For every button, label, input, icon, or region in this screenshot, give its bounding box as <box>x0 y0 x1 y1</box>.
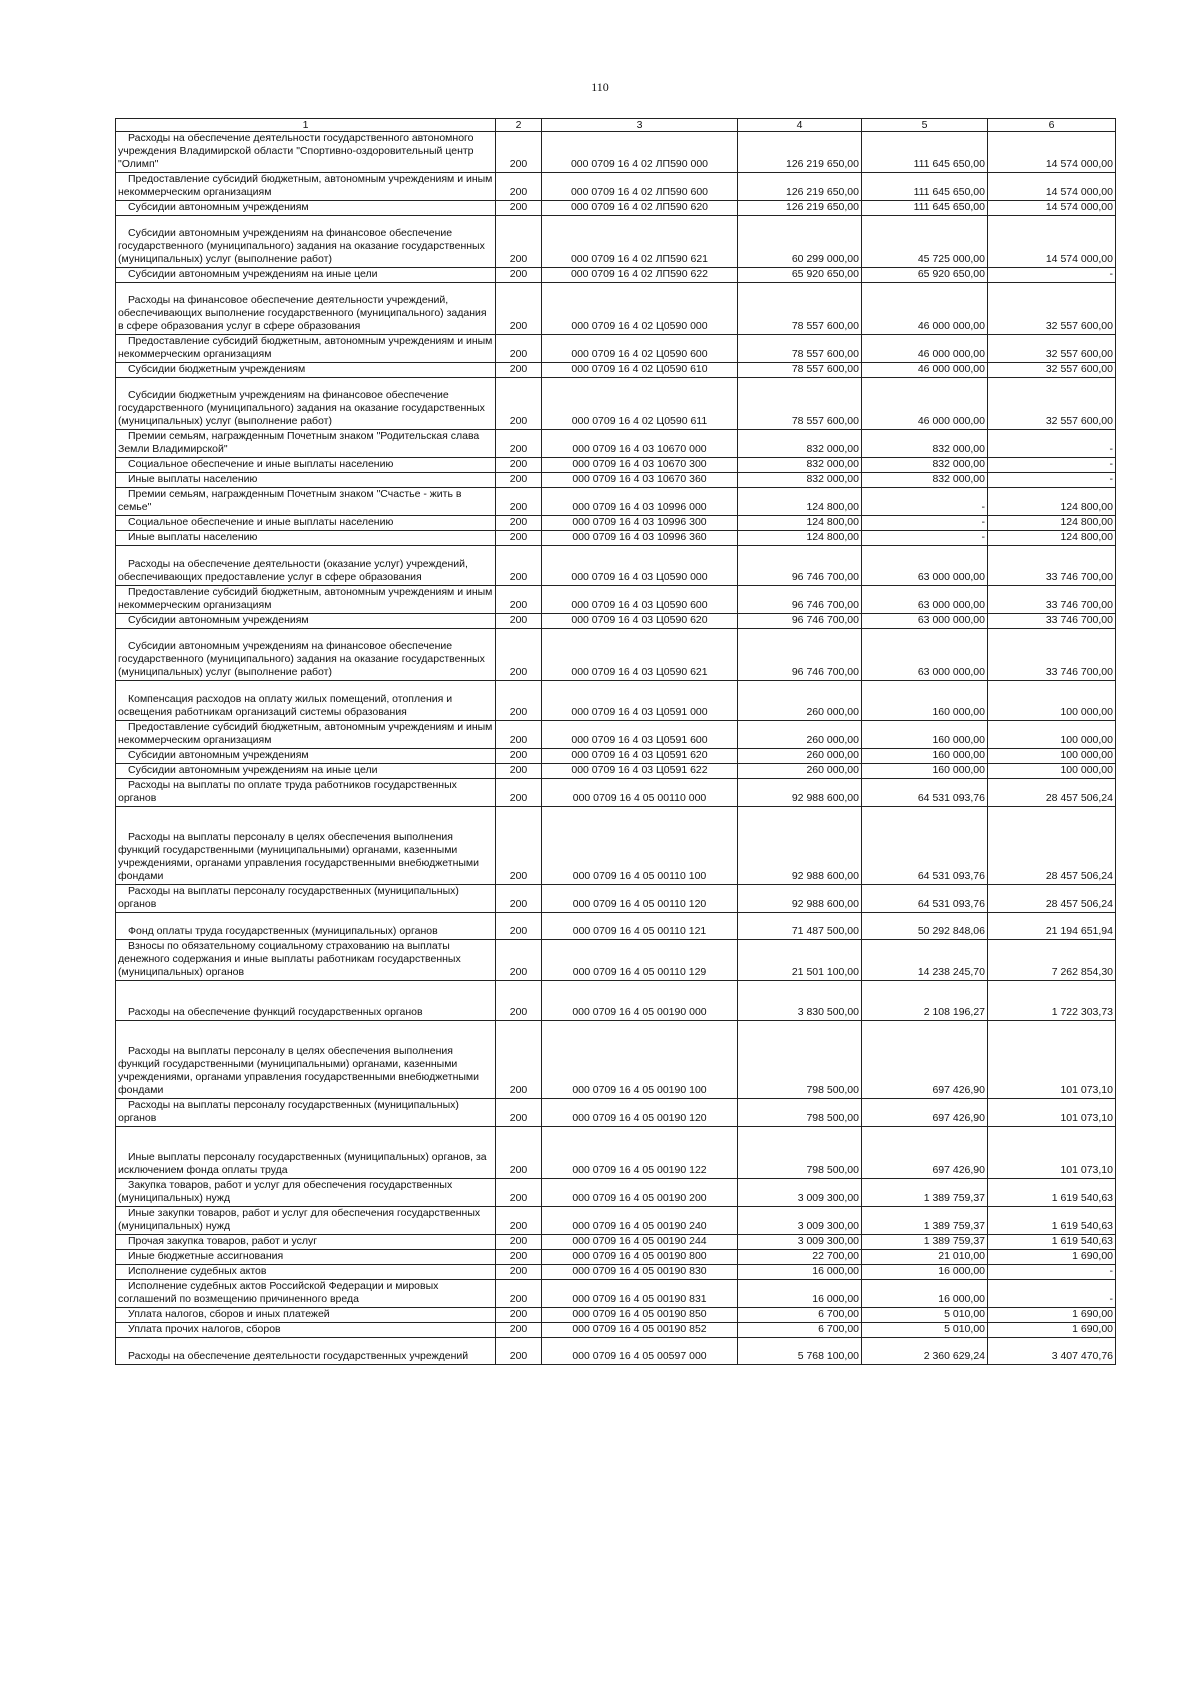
row-executed-cell: 65 920 650,00 <box>862 268 988 283</box>
row-unexecuted-cell: 1 619 540,63 <box>988 1207 1116 1235</box>
row-executed-cell: 697 426,90 <box>862 1021 988 1099</box>
row-budget-code-cell: 000 0709 16 4 02 Ц0590 600 <box>542 335 738 363</box>
table-row <box>116 216 1116 268</box>
table-row <box>116 488 1116 516</box>
row-approved-cell: 6 700,00 <box>738 1308 862 1323</box>
row-unexecuted-cell: 1 690,00 <box>988 1250 1116 1265</box>
table-row <box>116 473 1116 488</box>
row-name-cell: Иные бюджетные ассигнования <box>116 1250 496 1265</box>
row-budget-code-cell: 000 0709 16 4 05 00190 244 <box>542 1235 738 1250</box>
table-body <box>116 132 1116 1365</box>
row-approved-cell: 78 557 600,00 <box>738 378 862 430</box>
row-admin-code-cell: 200 <box>496 764 542 779</box>
table-row <box>116 132 1116 173</box>
row-unexecuted-cell: 1 690,00 <box>988 1308 1116 1323</box>
header-col-4: 4 <box>738 119 862 132</box>
row-admin-code-cell: 200 <box>496 283 542 335</box>
row-name-cell: Субсидии автономным учреждениям на финансовое обеспечение государственного (муниципального) задания на оказание государственных (муниципальных) услуг (выполнение работ) <box>116 216 496 268</box>
row-name-cell: Субсидии автономным учреждениям на иные цели <box>116 268 496 283</box>
row-admin-code-cell: 200 <box>496 885 542 913</box>
row-name-cell: Расходы на выплаты персоналу государственных (муниципальных) органов <box>116 885 496 913</box>
row-executed-cell: 45 725 000,00 <box>862 216 988 268</box>
table-row <box>116 981 1116 1021</box>
row-unexecuted-cell: 124 800,00 <box>988 488 1116 516</box>
row-executed-cell: 160 000,00 <box>862 749 988 764</box>
row-name-cell: Предоставление субсидий бюджетным, автономным учреждениям и иным некоммерческим организациям <box>116 335 496 363</box>
table-row <box>116 913 1116 940</box>
row-budget-code-cell: 000 0709 16 4 03 Ц0591 600 <box>542 721 738 749</box>
row-approved-cell: 92 988 600,00 <box>738 807 862 885</box>
row-unexecuted-cell: 32 557 600,00 <box>988 283 1116 335</box>
row-approved-cell: 65 920 650,00 <box>738 268 862 283</box>
header-col-3: 3 <box>542 119 738 132</box>
row-name-cell: Премии семьям, награжденным Почетным знаком "Родительская слава Земли Владимирской" <box>116 430 496 458</box>
table-row <box>116 779 1116 807</box>
row-approved-cell: 96 746 700,00 <box>738 546 862 586</box>
row-unexecuted-cell: - <box>988 1280 1116 1308</box>
row-executed-cell: 46 000 000,00 <box>862 283 988 335</box>
table-row <box>116 940 1116 981</box>
row-name-cell: Иные выплаты населению <box>116 473 496 488</box>
row-approved-cell: 71 487 500,00 <box>738 913 862 940</box>
row-unexecuted-cell: - <box>988 473 1116 488</box>
row-unexecuted-cell: 100 000,00 <box>988 764 1116 779</box>
row-budget-code-cell: 000 0709 16 4 05 00110 121 <box>542 913 738 940</box>
row-budget-code-cell: 000 0709 16 4 03 Ц0591 622 <box>542 764 738 779</box>
row-admin-code-cell: 200 <box>496 1179 542 1207</box>
row-admin-code-cell: 200 <box>496 1280 542 1308</box>
row-budget-code-cell: 000 0709 16 4 05 00190 800 <box>542 1250 738 1265</box>
row-name-cell: Расходы на выплаты по оплате труда работников государственных органов <box>116 779 496 807</box>
row-executed-cell: 14 238 245,70 <box>862 940 988 981</box>
row-executed-cell: 5 010,00 <box>862 1308 988 1323</box>
row-unexecuted-cell: 1 722 303,73 <box>988 981 1116 1021</box>
row-approved-cell: 798 500,00 <box>738 1099 862 1127</box>
row-executed-cell: 16 000,00 <box>862 1265 988 1280</box>
row-name-cell: Предоставление субсидий бюджетным, автономным учреждениям и иным некоммерческим организациям <box>116 173 496 201</box>
table-row <box>116 1250 1116 1265</box>
row-approved-cell: 22 700,00 <box>738 1250 862 1265</box>
row-name-cell: Социальное обеспечение и иные выплаты населению <box>116 458 496 473</box>
row-admin-code-cell: 200 <box>496 629 542 681</box>
row-budget-code-cell: 000 0709 16 4 05 00110 120 <box>542 885 738 913</box>
row-budget-code-cell: 000 0709 16 4 03 Ц0590 600 <box>542 586 738 614</box>
table-row <box>116 1207 1116 1235</box>
header-col-6: 6 <box>988 119 1116 132</box>
row-approved-cell: 124 800,00 <box>738 488 862 516</box>
row-unexecuted-cell: 124 800,00 <box>988 516 1116 531</box>
row-unexecuted-cell: 14 574 000,00 <box>988 201 1116 216</box>
table-row <box>116 749 1116 764</box>
row-budget-code-cell: 000 0709 16 4 03 10996 300 <box>542 516 738 531</box>
row-budget-code-cell: 000 0709 16 4 02 ЛП590 622 <box>542 268 738 283</box>
table-row <box>116 1308 1116 1323</box>
row-executed-cell: 5 010,00 <box>862 1323 988 1338</box>
row-executed-cell: 1 389 759,37 <box>862 1235 988 1250</box>
row-executed-cell: 1 389 759,37 <box>862 1207 988 1235</box>
row-admin-code-cell: 200 <box>496 132 542 173</box>
table-row <box>116 531 1116 546</box>
row-budget-code-cell: 000 0709 16 4 03 10670 360 <box>542 473 738 488</box>
row-name-cell: Исполнение судебных актов <box>116 1265 496 1280</box>
table-row <box>116 546 1116 586</box>
row-approved-cell: 92 988 600,00 <box>738 885 862 913</box>
row-budget-code-cell: 000 0709 16 4 02 ЛП590 620 <box>542 201 738 216</box>
row-budget-code-cell: 000 0709 16 4 03 Ц0591 000 <box>542 681 738 721</box>
row-name-cell: Исполнение судебных актов Российской Федерации и мировых соглашений по возмещению причиненного вреда <box>116 1280 496 1308</box>
table-row <box>116 335 1116 363</box>
row-executed-cell: 64 531 093,76 <box>862 885 988 913</box>
row-name-cell: Уплата прочих налогов, сборов <box>116 1323 496 1338</box>
row-approved-cell: 832 000,00 <box>738 430 862 458</box>
row-admin-code-cell: 200 <box>496 531 542 546</box>
row-admin-code-cell: 200 <box>496 913 542 940</box>
row-approved-cell: 832 000,00 <box>738 473 862 488</box>
table-row <box>116 721 1116 749</box>
row-name-cell: Предоставление субсидий бюджетным, автономным учреждениям и иным некоммерческим организациям <box>116 586 496 614</box>
budget-execution-table <box>115 118 1116 1365</box>
row-budget-code-cell: 000 0709 16 4 05 00190 850 <box>542 1308 738 1323</box>
row-executed-cell: 46 000 000,00 <box>862 378 988 430</box>
row-executed-cell: 46 000 000,00 <box>862 335 988 363</box>
row-executed-cell: 63 000 000,00 <box>862 586 988 614</box>
row-admin-code-cell: 200 <box>496 488 542 516</box>
row-approved-cell: 16 000,00 <box>738 1280 862 1308</box>
row-unexecuted-cell: 33 746 700,00 <box>988 586 1116 614</box>
table-row <box>116 516 1116 531</box>
row-admin-code-cell: 200 <box>496 940 542 981</box>
row-approved-cell: 126 219 650,00 <box>738 173 862 201</box>
row-admin-code-cell: 200 <box>496 1265 542 1280</box>
row-unexecuted-cell: 32 557 600,00 <box>988 363 1116 378</box>
row-unexecuted-cell: 21 194 651,94 <box>988 913 1116 940</box>
row-executed-cell: 50 292 848,06 <box>862 913 988 940</box>
row-unexecuted-cell: 28 457 506,24 <box>988 885 1116 913</box>
table-row <box>116 363 1116 378</box>
row-budget-code-cell: 000 0709 16 4 03 Ц0591 620 <box>542 749 738 764</box>
page-number: 110 <box>591 80 609 94</box>
row-unexecuted-cell: 101 073,10 <box>988 1021 1116 1099</box>
table-row <box>116 1235 1116 1250</box>
row-budget-code-cell: 000 0709 16 4 02 Ц0590 000 <box>542 283 738 335</box>
row-unexecuted-cell: 1 619 540,63 <box>988 1235 1116 1250</box>
row-name-cell: Расходы на обеспечение деятельности (оказание услуг) учреждений, обеспечивающих предоставление услуг в сфере образования <box>116 546 496 586</box>
row-executed-cell: 111 645 650,00 <box>862 173 988 201</box>
row-admin-code-cell: 200 <box>496 681 542 721</box>
table-row <box>116 629 1116 681</box>
row-unexecuted-cell: 100 000,00 <box>988 681 1116 721</box>
row-executed-cell: - <box>862 531 988 546</box>
row-name-cell: Субсидии бюджетным учреждениям на финансовое обеспечение государственного (муниципального) задания на оказание государственных (муниципальных) услуг (выполнение работ) <box>116 378 496 430</box>
row-admin-code-cell: 200 <box>496 1127 542 1179</box>
row-executed-cell: 832 000,00 <box>862 473 988 488</box>
row-admin-code-cell: 200 <box>496 807 542 885</box>
row-unexecuted-cell: 1 690,00 <box>988 1323 1116 1338</box>
row-name-cell: Расходы на выплаты персоналу в целях обеспечения выполнения функций государственными (муниципальными) органами, казенными учреждениями, органами управления государственными внебюджетными фондами <box>116 807 496 885</box>
header-col-5: 5 <box>862 119 988 132</box>
row-unexecuted-cell: - <box>988 430 1116 458</box>
row-budget-code-cell: 000 0709 16 4 03 10670 000 <box>542 430 738 458</box>
row-admin-code-cell: 200 <box>496 1250 542 1265</box>
row-executed-cell: 64 531 093,76 <box>862 807 988 885</box>
row-admin-code-cell: 200 <box>496 430 542 458</box>
row-executed-cell: 160 000,00 <box>862 721 988 749</box>
row-unexecuted-cell: - <box>988 268 1116 283</box>
table-row <box>116 1338 1116 1365</box>
row-executed-cell: - <box>862 516 988 531</box>
row-admin-code-cell: 200 <box>496 779 542 807</box>
row-name-cell: Расходы на выплаты персоналу в целях обеспечения выполнения функций государственными (муниципальными) органами, казенными учреждениями, органами управления государственными внебюджетными фондами <box>116 1021 496 1099</box>
row-budget-code-cell: 000 0709 16 4 03 Ц0590 621 <box>542 629 738 681</box>
row-approved-cell: 78 557 600,00 <box>738 363 862 378</box>
row-name-cell: Иные закупки товаров, работ и услуг для обеспечения государственных (муниципальных) нужд <box>116 1207 496 1235</box>
table-row <box>116 268 1116 283</box>
table-row <box>116 1265 1116 1280</box>
row-approved-cell: 21 501 100,00 <box>738 940 862 981</box>
row-unexecuted-cell: 14 574 000,00 <box>988 216 1116 268</box>
row-approved-cell: 124 800,00 <box>738 516 862 531</box>
row-unexecuted-cell: 32 557 600,00 <box>988 378 1116 430</box>
row-approved-cell: 260 000,00 <box>738 681 862 721</box>
row-budget-code-cell: 000 0709 16 4 05 00110 129 <box>542 940 738 981</box>
row-name-cell: Субсидии автономным учреждениям на финансовое обеспечение государственного (муниципального) задания на оказание государственных (муниципальных) услуг (выполнение работ) <box>116 629 496 681</box>
row-name-cell: Расходы на обеспечение деятельности государственных учреждений <box>116 1338 496 1365</box>
row-unexecuted-cell: 32 557 600,00 <box>988 335 1116 363</box>
row-name-cell: Иные выплаты населению <box>116 531 496 546</box>
table-row <box>116 885 1116 913</box>
row-approved-cell: 126 219 650,00 <box>738 132 862 173</box>
row-approved-cell: 5 768 100,00 <box>738 1338 862 1365</box>
row-budget-code-cell: 000 0709 16 4 03 Ц0590 620 <box>542 614 738 629</box>
row-budget-code-cell: 000 0709 16 4 05 00110 100 <box>542 807 738 885</box>
row-name-cell: Субсидии автономным учреждениям <box>116 201 496 216</box>
row-budget-code-cell: 000 0709 16 4 05 00190 240 <box>542 1207 738 1235</box>
row-approved-cell: 78 557 600,00 <box>738 335 862 363</box>
row-approved-cell: 260 000,00 <box>738 764 862 779</box>
row-admin-code-cell: 200 <box>496 201 542 216</box>
table-row <box>116 586 1116 614</box>
row-admin-code-cell: 200 <box>496 614 542 629</box>
row-admin-code-cell: 200 <box>496 216 542 268</box>
row-admin-code-cell: 200 <box>496 335 542 363</box>
row-admin-code-cell: 200 <box>496 981 542 1021</box>
table-row <box>116 430 1116 458</box>
row-admin-code-cell: 200 <box>496 586 542 614</box>
row-approved-cell: 92 988 600,00 <box>738 779 862 807</box>
row-budget-code-cell: 000 0709 16 4 05 00190 852 <box>542 1323 738 1338</box>
row-approved-cell: 3 009 300,00 <box>738 1179 862 1207</box>
row-admin-code-cell: 200 <box>496 473 542 488</box>
table-row <box>116 458 1116 473</box>
row-unexecuted-cell: 33 746 700,00 <box>988 614 1116 629</box>
row-unexecuted-cell: 7 262 854,30 <box>988 940 1116 981</box>
row-approved-cell: 6 700,00 <box>738 1323 862 1338</box>
table-row <box>116 201 1116 216</box>
row-unexecuted-cell: 1 619 540,63 <box>988 1179 1116 1207</box>
row-admin-code-cell: 200 <box>496 1021 542 1099</box>
row-admin-code-cell: 200 <box>496 363 542 378</box>
table-row <box>116 1099 1116 1127</box>
row-executed-cell: 1 389 759,37 <box>862 1179 988 1207</box>
row-approved-cell: 260 000,00 <box>738 749 862 764</box>
row-admin-code-cell: 200 <box>496 1338 542 1365</box>
row-budget-code-cell: 000 0709 16 4 02 ЛП590 600 <box>542 173 738 201</box>
row-unexecuted-cell: 100 000,00 <box>988 721 1116 749</box>
row-admin-code-cell: 200 <box>496 1207 542 1235</box>
table-row <box>116 1179 1116 1207</box>
table-header-row <box>116 119 1116 132</box>
row-budget-code-cell: 000 0709 16 4 02 Ц0590 610 <box>542 363 738 378</box>
row-name-cell: Расходы на обеспечение деятельности государственного автономного учреждения Владимирской области "Спортивно-оздоровительный центр "Олимп" <box>116 132 496 173</box>
row-admin-code-cell: 200 <box>496 378 542 430</box>
row-approved-cell: 96 746 700,00 <box>738 586 862 614</box>
row-unexecuted-cell: 14 574 000,00 <box>988 132 1116 173</box>
row-approved-cell: 260 000,00 <box>738 721 862 749</box>
header-col-2: 2 <box>496 119 542 132</box>
row-approved-cell: 3 009 300,00 <box>738 1235 862 1250</box>
row-name-cell: Прочая закупка товаров, работ и услуг <box>116 1235 496 1250</box>
table-row <box>116 1323 1116 1338</box>
row-name-cell: Расходы на выплаты персоналу государственных (муниципальных) органов <box>116 1099 496 1127</box>
row-approved-cell: 798 500,00 <box>738 1021 862 1099</box>
row-budget-code-cell: 000 0709 16 4 05 00190 830 <box>542 1265 738 1280</box>
row-budget-code-cell: 000 0709 16 4 05 00110 000 <box>542 779 738 807</box>
row-budget-code-cell: 000 0709 16 4 02 Ц0590 611 <box>542 378 738 430</box>
row-name-cell: Уплата налогов, сборов и иных платежей <box>116 1308 496 1323</box>
row-budget-code-cell: 000 0709 16 4 02 ЛП590 000 <box>542 132 738 173</box>
row-admin-code-cell: 200 <box>496 546 542 586</box>
row-executed-cell: 697 426,90 <box>862 1099 988 1127</box>
row-executed-cell: 832 000,00 <box>862 430 988 458</box>
row-executed-cell: 2 360 629,24 <box>862 1338 988 1365</box>
row-name-cell: Субсидии автономным учреждениям <box>116 749 496 764</box>
table-row <box>116 378 1116 430</box>
row-executed-cell: 64 531 093,76 <box>862 779 988 807</box>
row-executed-cell: 160 000,00 <box>862 681 988 721</box>
row-admin-code-cell: 200 <box>496 1308 542 1323</box>
row-name-cell: Закупка товаров, работ и услуг для обеспечения государственных (муниципальных) нужд <box>116 1179 496 1207</box>
row-budget-code-cell: 000 0709 16 4 03 10996 360 <box>542 531 738 546</box>
row-name-cell: Предоставление субсидий бюджетным, автономным учреждениям и иным некоммерческим организациям <box>116 721 496 749</box>
row-executed-cell: 111 645 650,00 <box>862 201 988 216</box>
row-approved-cell: 96 746 700,00 <box>738 629 862 681</box>
row-executed-cell: 111 645 650,00 <box>862 132 988 173</box>
row-admin-code-cell: 200 <box>496 173 542 201</box>
table-row <box>116 1280 1116 1308</box>
row-budget-code-cell: 000 0709 16 4 03 10670 300 <box>542 458 738 473</box>
row-unexecuted-cell: 124 800,00 <box>988 531 1116 546</box>
row-unexecuted-cell: 3 407 470,76 <box>988 1338 1116 1365</box>
row-approved-cell: 3 009 300,00 <box>738 1207 862 1235</box>
row-admin-code-cell: 200 <box>496 1323 542 1338</box>
row-budget-code-cell: 000 0709 16 4 05 00597 000 <box>542 1338 738 1365</box>
row-unexecuted-cell: 28 457 506,24 <box>988 779 1116 807</box>
row-unexecuted-cell: 101 073,10 <box>988 1099 1116 1127</box>
row-executed-cell: 63 000 000,00 <box>862 546 988 586</box>
row-unexecuted-cell: - <box>988 458 1116 473</box>
row-name-cell: Премии семьям, награжденным Почетным знаком "Счастье - жить в семье" <box>116 488 496 516</box>
row-executed-cell: 832 000,00 <box>862 458 988 473</box>
row-approved-cell: 798 500,00 <box>738 1127 862 1179</box>
table-row <box>116 1127 1116 1179</box>
row-unexecuted-cell: 33 746 700,00 <box>988 629 1116 681</box>
row-unexecuted-cell: 14 574 000,00 <box>988 173 1116 201</box>
table-row <box>116 614 1116 629</box>
row-executed-cell: 2 108 196,27 <box>862 981 988 1021</box>
row-executed-cell: - <box>862 488 988 516</box>
row-unexecuted-cell: 33 746 700,00 <box>988 546 1116 586</box>
row-budget-code-cell: 000 0709 16 4 03 Ц0590 000 <box>542 546 738 586</box>
row-unexecuted-cell: 28 457 506,24 <box>988 807 1116 885</box>
row-executed-cell: 160 000,00 <box>862 764 988 779</box>
row-name-cell: Субсидии автономным учреждениям на иные цели <box>116 764 496 779</box>
row-approved-cell: 78 557 600,00 <box>738 283 862 335</box>
row-budget-code-cell: 000 0709 16 4 05 00190 120 <box>542 1099 738 1127</box>
table-row <box>116 764 1116 779</box>
row-executed-cell: 21 010,00 <box>862 1250 988 1265</box>
row-name-cell: Фонд оплаты труда государственных (муниципальных) органов <box>116 913 496 940</box>
row-executed-cell: 697 426,90 <box>862 1127 988 1179</box>
row-name-cell: Социальное обеспечение и иные выплаты населению <box>116 516 496 531</box>
row-name-cell: Компенсация расходов на оплату жилых помещений, отопления и освещения работникам организаций системы образования <box>116 681 496 721</box>
row-executed-cell: 63 000 000,00 <box>862 614 988 629</box>
row-approved-cell: 96 746 700,00 <box>738 614 862 629</box>
row-admin-code-cell: 200 <box>496 721 542 749</box>
row-name-cell: Иные выплаты персоналу государственных (муниципальных) органов, за исключением фонда оплаты труда <box>116 1127 496 1179</box>
row-admin-code-cell: 200 <box>496 1099 542 1127</box>
table-row <box>116 283 1116 335</box>
row-name-cell: Субсидии бюджетным учреждениям <box>116 363 496 378</box>
row-budget-code-cell: 000 0709 16 4 05 00190 100 <box>542 1021 738 1099</box>
row-unexecuted-cell: 101 073,10 <box>988 1127 1116 1179</box>
row-executed-cell: 63 000 000,00 <box>862 629 988 681</box>
row-admin-code-cell: 200 <box>496 1235 542 1250</box>
row-budget-code-cell: 000 0709 16 4 02 ЛП590 621 <box>542 216 738 268</box>
row-budget-code-cell: 000 0709 16 4 05 00190 000 <box>542 981 738 1021</box>
row-executed-cell: 16 000,00 <box>862 1280 988 1308</box>
row-budget-code-cell: 000 0709 16 4 05 00190 831 <box>542 1280 738 1308</box>
row-budget-code-cell: 000 0709 16 4 05 00190 122 <box>542 1127 738 1179</box>
row-approved-cell: 126 219 650,00 <box>738 201 862 216</box>
row-admin-code-cell: 200 <box>496 268 542 283</box>
row-admin-code-cell: 200 <box>496 516 542 531</box>
table-row <box>116 173 1116 201</box>
row-approved-cell: 124 800,00 <box>738 531 862 546</box>
row-name-cell: Расходы на финансовое обеспечение деятельности учреждений, обеспечивающих выполнение государственного (муниципального) задания в сфере образования услуг в сфере образования <box>116 283 496 335</box>
table-row <box>116 681 1116 721</box>
row-approved-cell: 3 830 500,00 <box>738 981 862 1021</box>
row-name-cell: Расходы на обеспечение функций государственных органов <box>116 981 496 1021</box>
header-col-1: 1 <box>116 119 496 132</box>
row-unexecuted-cell: - <box>988 1265 1116 1280</box>
row-budget-code-cell: 000 0709 16 4 03 10996 000 <box>542 488 738 516</box>
row-admin-code-cell: 200 <box>496 458 542 473</box>
table-row <box>116 807 1116 885</box>
row-approved-cell: 60 299 000,00 <box>738 216 862 268</box>
row-unexecuted-cell: 100 000,00 <box>988 749 1116 764</box>
row-executed-cell: 46 000 000,00 <box>862 363 988 378</box>
row-name-cell: Взносы по обязательному социальному страхованию на выплаты денежного содержания и иные выплаты работникам государственных (муниципальных) органов <box>116 940 496 981</box>
row-name-cell: Субсидии автономным учреждениям <box>116 614 496 629</box>
row-budget-code-cell: 000 0709 16 4 05 00190 200 <box>542 1179 738 1207</box>
table-row <box>116 1021 1116 1099</box>
row-admin-code-cell: 200 <box>496 749 542 764</box>
row-approved-cell: 832 000,00 <box>738 458 862 473</box>
row-approved-cell: 16 000,00 <box>738 1265 862 1280</box>
